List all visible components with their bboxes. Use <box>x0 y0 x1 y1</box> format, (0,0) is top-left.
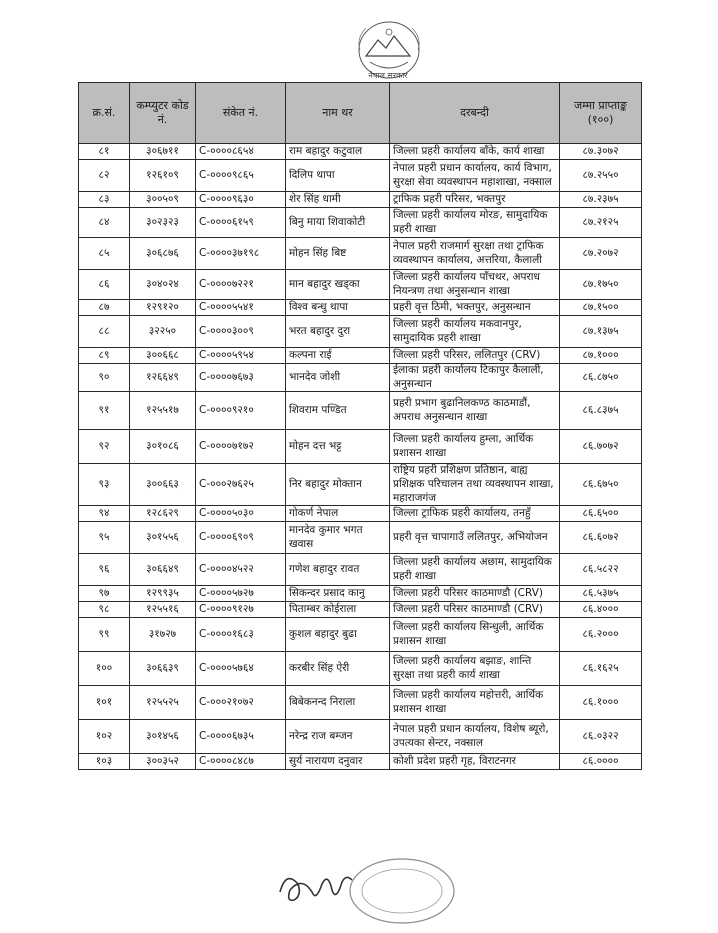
table-row <box>79 144 642 160</box>
row-symbol-number: C-००००५५४१ <box>196 300 286 316</box>
table-row <box>79 754 642 770</box>
row-darbandi: जिल्ला प्रहरी परिसर, ललितपुर (CRV) <box>390 348 560 364</box>
row-serial-number: ८१ <box>79 144 130 160</box>
table-row <box>79 348 642 364</box>
row-symbol-number: C-००००३७१९८ <box>196 238 286 270</box>
row-name: बिनु माया शिवाकोटी <box>286 208 390 238</box>
row-score: ८७.२०७२ <box>560 238 642 270</box>
row-computer-code: ३०१४५६ <box>130 720 196 754</box>
row-name: भरत बहादुर दुरा <box>286 316 390 348</box>
col-header-sn: क्र.सं. <box>79 83 130 144</box>
row-score: ८६.६७५० <box>560 464 642 506</box>
row-symbol-number: C-००००७२२१ <box>196 270 286 300</box>
row-name: मानदेव कुमार भगत खवास <box>286 522 390 554</box>
table-row <box>79 208 642 238</box>
row-serial-number: ९३ <box>79 464 130 506</box>
row-computer-code: ३०१५५६ <box>130 522 196 554</box>
row-computer-code: १२८६२९ <box>130 506 196 522</box>
row-score: ८७.१३७५ <box>560 316 642 348</box>
row-name: करबीर सिंह ऐरी <box>286 652 390 686</box>
table-row <box>79 686 642 720</box>
row-computer-code: ३००६६३ <box>130 464 196 506</box>
signature-icon <box>272 862 362 912</box>
row-serial-number: १०१ <box>79 686 130 720</box>
row-symbol-number: C-०००२१०७२ <box>196 686 286 720</box>
row-serial-number: ८३ <box>79 192 130 208</box>
table-row <box>79 602 642 618</box>
row-name: मोहन सिंह बिष्ट <box>286 238 390 270</box>
row-score: ८६.०३२२ <box>560 720 642 754</box>
row-name: कल्पना राई <box>286 348 390 364</box>
row-computer-code: ३०४०२४ <box>130 270 196 300</box>
row-serial-number: ९० <box>79 364 130 392</box>
row-serial-number: ९४ <box>79 506 130 522</box>
table-body <box>79 144 642 770</box>
row-name: शेर सिंह धामी <box>286 192 390 208</box>
row-symbol-number: C-००००६१५९ <box>196 208 286 238</box>
table-header-row <box>79 83 642 144</box>
row-symbol-number: C-००००८६५४ <box>196 144 286 160</box>
row-serial-number: ८८ <box>79 316 130 348</box>
row-score: ८६.१००० <box>560 686 642 720</box>
col-header-score: जम्मा प्राप्ताङ्क (१००) <box>560 83 642 144</box>
col-header-computer-code: कम्प्युटर कोड नं. <box>130 83 196 144</box>
row-name: विश्व बन्धु थापा <box>286 300 390 316</box>
row-score: ८७.१७५० <box>560 270 642 300</box>
row-computer-code: १२५५२५ <box>130 686 196 720</box>
table-row <box>79 464 642 506</box>
row-serial-number: ९९ <box>79 618 130 652</box>
row-darbandi: जिल्ला ट्राफिक प्रहरी कार्यालय, तनहुँ <box>390 506 560 522</box>
row-name: गणेश बहादुर रावत <box>286 554 390 586</box>
row-darbandi: जिल्ला प्रहरी परिसर काठमाण्डौ (CRV) <box>390 586 560 602</box>
row-computer-code: ३०६७११ <box>130 144 196 160</box>
row-symbol-number: C-००००५९५४ <box>196 348 286 364</box>
row-symbol-number: C-००००५०३० <box>196 506 286 522</box>
row-serial-number: ९६ <box>79 554 130 586</box>
row-serial-number: १०२ <box>79 720 130 754</box>
row-computer-code: १२९१२० <box>130 300 196 316</box>
row-computer-code: १२६१०९ <box>130 160 196 192</box>
row-darbandi: प्रहरी वृत्त ठिमी, भक्तपुर, अनुसन्धान <box>390 300 560 316</box>
row-computer-code: ३००६६८ <box>130 348 196 364</box>
row-darbandi: नेपाल प्रहरी प्रधान कार्यालय, विशेष ब्यूरो, उपत्यका सेन्टर, नक्साल <box>390 720 560 754</box>
table-row <box>79 586 642 602</box>
row-symbol-number: C-००००६९०९ <box>196 522 286 554</box>
row-darbandi: नेपाल प्रहरी प्रधान कार्यालय, कार्य विभाग, सुरक्षा सेवा व्यवस्थापन महाशाखा, नक्साल <box>390 160 560 192</box>
row-darbandi: जिल्ला प्रहरी परिसर काठमाण्डौ (CRV) <box>390 602 560 618</box>
row-score: ८६.६५०० <box>560 506 642 522</box>
row-symbol-number: C-००००९१२७ <box>196 602 286 618</box>
row-serial-number: ८२ <box>79 160 130 192</box>
row-name: दिलिप थापा <box>286 160 390 192</box>
table-row <box>79 160 642 192</box>
row-score: ८६.५३७५ <box>560 586 642 602</box>
row-darbandi: जिल्ला प्रहरी कार्यालय महोत्तरी, आर्थिक प्रशासन शाखा <box>390 686 560 720</box>
row-name: पिताम्बर कोईराला <box>286 602 390 618</box>
row-symbol-number: C-००००४५२२ <box>196 554 286 586</box>
row-score: ८६.०००० <box>560 754 642 770</box>
row-serial-number: ८५ <box>79 238 130 270</box>
col-header-name: नाम थर <box>286 83 390 144</box>
row-darbandi: जिल्ला प्रहरी कार्यालय मोरङ, सामुदायिक प्रहरी शाखा <box>390 208 560 238</box>
col-header-symbol: संकेत नं. <box>196 83 286 144</box>
row-score: ८६.२००० <box>560 618 642 652</box>
row-computer-code: ३०१०८६ <box>130 430 196 464</box>
row-score: ८७.२३७५ <box>560 192 642 208</box>
table-row <box>79 270 642 300</box>
row-score: ८७.३०७२ <box>560 144 642 160</box>
row-darbandi: जिल्ला प्रहरी कार्यालय पाँचथर, अपराध नियन्त्रण तथा अनुसन्धान शाखा <box>390 270 560 300</box>
row-darbandi: जिल्ला प्रहरी कार्यालय बझाङ, शान्ति सुरक्षा तथा प्रहरी कार्य शाखा <box>390 652 560 686</box>
row-computer-code: ३२२५० <box>130 316 196 348</box>
row-symbol-number: C-००००५७६४ <box>196 652 286 686</box>
row-name: राम बहादुर कटुवाल <box>286 144 390 160</box>
row-name: मान बहादुर खड्का <box>286 270 390 300</box>
row-serial-number: ८४ <box>79 208 130 238</box>
row-darbandi: नेपाल प्रहरी राजमार्ग सुरक्षा तथा ट्राफिक व्यवस्थापन कार्यालय, अत्तरिया, कैलाली <box>390 238 560 270</box>
table-row <box>79 364 642 392</box>
row-symbol-number: C-०००२७६२५ <box>196 464 286 506</box>
table-row <box>79 618 642 652</box>
table-row <box>79 506 642 522</box>
row-darbandi: जिल्ला प्रहरी कार्यालय मकवानपुर, सामुदायिक प्रहरी शाखा <box>390 316 560 348</box>
row-darbandi: प्रहरी प्रभाग बुढानिलकण्ठ काठमाडौं, अपराध अनुसन्धान शाखा <box>390 392 560 430</box>
row-name: गोकर्ण नेपाल <box>286 506 390 522</box>
row-name: कुशल बहादुर बुढा <box>286 618 390 652</box>
row-computer-code: १२५५१६ <box>130 602 196 618</box>
table-row <box>79 720 642 754</box>
row-darbandi: जिल्ला प्रहरी कार्यालय बाँके, कार्य शाखा <box>390 144 560 160</box>
row-name: मोहन दत्त भट्ट <box>286 430 390 464</box>
row-computer-code: १२९९३५ <box>130 586 196 602</box>
row-computer-code: १२६६४९ <box>130 364 196 392</box>
row-darbandi: जिल्ला प्रहरी कार्यालय हुम्ला, आर्थिक प्रशासन शाखा <box>390 430 560 464</box>
row-symbol-number: C-००००९२१० <box>196 392 286 430</box>
row-darbandi: ईलाका प्रहरी कार्यालय टिकापुर कैलाली, अनुसन्धान <box>390 364 560 392</box>
row-symbol-number: C-००००६७३५ <box>196 720 286 754</box>
row-score: ८६.१६२५ <box>560 652 642 686</box>
emblem-caption: नेपाल सरकार <box>368 71 408 80</box>
row-serial-number: ८६ <box>79 270 130 300</box>
row-darbandi: ट्राफिक प्रहरी परिसर, भक्तपुर <box>390 192 560 208</box>
row-score: ८६.८३७५ <box>560 392 642 430</box>
row-computer-code: ३००३५२ <box>130 754 196 770</box>
row-serial-number: ९५ <box>79 522 130 554</box>
row-computer-code: ३०६६३९ <box>130 652 196 686</box>
row-name: निर बहादुर मोक्तान <box>286 464 390 506</box>
row-name: नरेन्द्र राज बम्जन <box>286 720 390 754</box>
row-name: भानदेव जोशी <box>286 364 390 392</box>
row-computer-code: ३०६६४९ <box>130 554 196 586</box>
row-serial-number: १०३ <box>79 754 130 770</box>
row-name: सिकन्दर प्रसाद कानु <box>286 586 390 602</box>
row-name: बिबेकनन्द निराला <box>286 686 390 720</box>
row-score: ८६.७०७२ <box>560 430 642 464</box>
table-row <box>79 192 642 208</box>
row-symbol-number: C-००००३००९ <box>196 316 286 348</box>
row-serial-number: ९८ <box>79 602 130 618</box>
table-row <box>79 522 642 554</box>
row-darbandi: जिल्ला प्रहरी कार्यालय अछाम, सामुदायिक प्रहरी शाखा <box>390 554 560 586</box>
row-score: ८६.६०७२ <box>560 522 642 554</box>
row-computer-code: ३१७२७ <box>130 618 196 652</box>
row-serial-number: ९२ <box>79 430 130 464</box>
row-computer-code: ३०२३२३ <box>130 208 196 238</box>
row-score: ८७.२५५० <box>560 160 642 192</box>
row-serial-number: १०० <box>79 652 130 686</box>
row-score: ८७.२१२५ <box>560 208 642 238</box>
row-symbol-number: C-००००७६७३ <box>196 364 286 392</box>
results-table <box>78 82 642 770</box>
table-row <box>79 238 642 270</box>
row-computer-code: ३०६८७६ <box>130 238 196 270</box>
row-darbandi: कोशी प्रदेश प्रहरी गृह, विराटनगर <box>390 754 560 770</box>
row-symbol-number: C-००००५७२७ <box>196 586 286 602</box>
row-name: शिवराम पण्डित <box>286 392 390 430</box>
row-score: ८६.८७५० <box>560 364 642 392</box>
table-row <box>79 316 642 348</box>
row-score: ८६.५८२२ <box>560 554 642 586</box>
table-row <box>79 554 642 586</box>
row-serial-number: ९१ <box>79 392 130 430</box>
row-serial-number: ८७ <box>79 300 130 316</box>
row-score: ८७.१५०० <box>560 300 642 316</box>
row-score: ८७.१००० <box>560 348 642 364</box>
row-symbol-number: C-००००८४८७ <box>196 754 286 770</box>
row-symbol-number: C-००००९६३० <box>196 192 286 208</box>
row-symbol-number: C-००००९८६५ <box>196 160 286 192</box>
row-symbol-number: C-००००७१७२ <box>196 430 286 464</box>
table-row <box>79 392 642 430</box>
row-computer-code: १२५५१७ <box>130 392 196 430</box>
row-symbol-number: C-००००१६८३ <box>196 618 286 652</box>
row-computer-code: ३००५०९ <box>130 192 196 208</box>
table-row <box>79 652 642 686</box>
row-darbandi: राष्ट्रिय प्रहरी प्रशिक्षण प्रतिष्ठान, बाह्य प्रशिक्षक परिचालन तथा व्यवस्थापन शाखा, महाराजगंज <box>390 464 560 506</box>
row-serial-number: ८९ <box>79 348 130 364</box>
row-darbandi: जिल्ला प्रहरी कार्यालय सिन्धुली, आर्थिक प्रशासन शाखा <box>390 618 560 652</box>
row-name: सुर्य नारायण दनुवार <box>286 754 390 770</box>
table-row <box>79 430 642 464</box>
row-darbandi: प्रहरी वृत्त चापागाउँ ललितपुर, अभियोजन <box>390 522 560 554</box>
table-row <box>79 300 642 316</box>
row-serial-number: ९७ <box>79 586 130 602</box>
row-score: ८६.४००० <box>560 602 642 618</box>
col-header-darbandi: दरबन्दी <box>390 83 560 144</box>
